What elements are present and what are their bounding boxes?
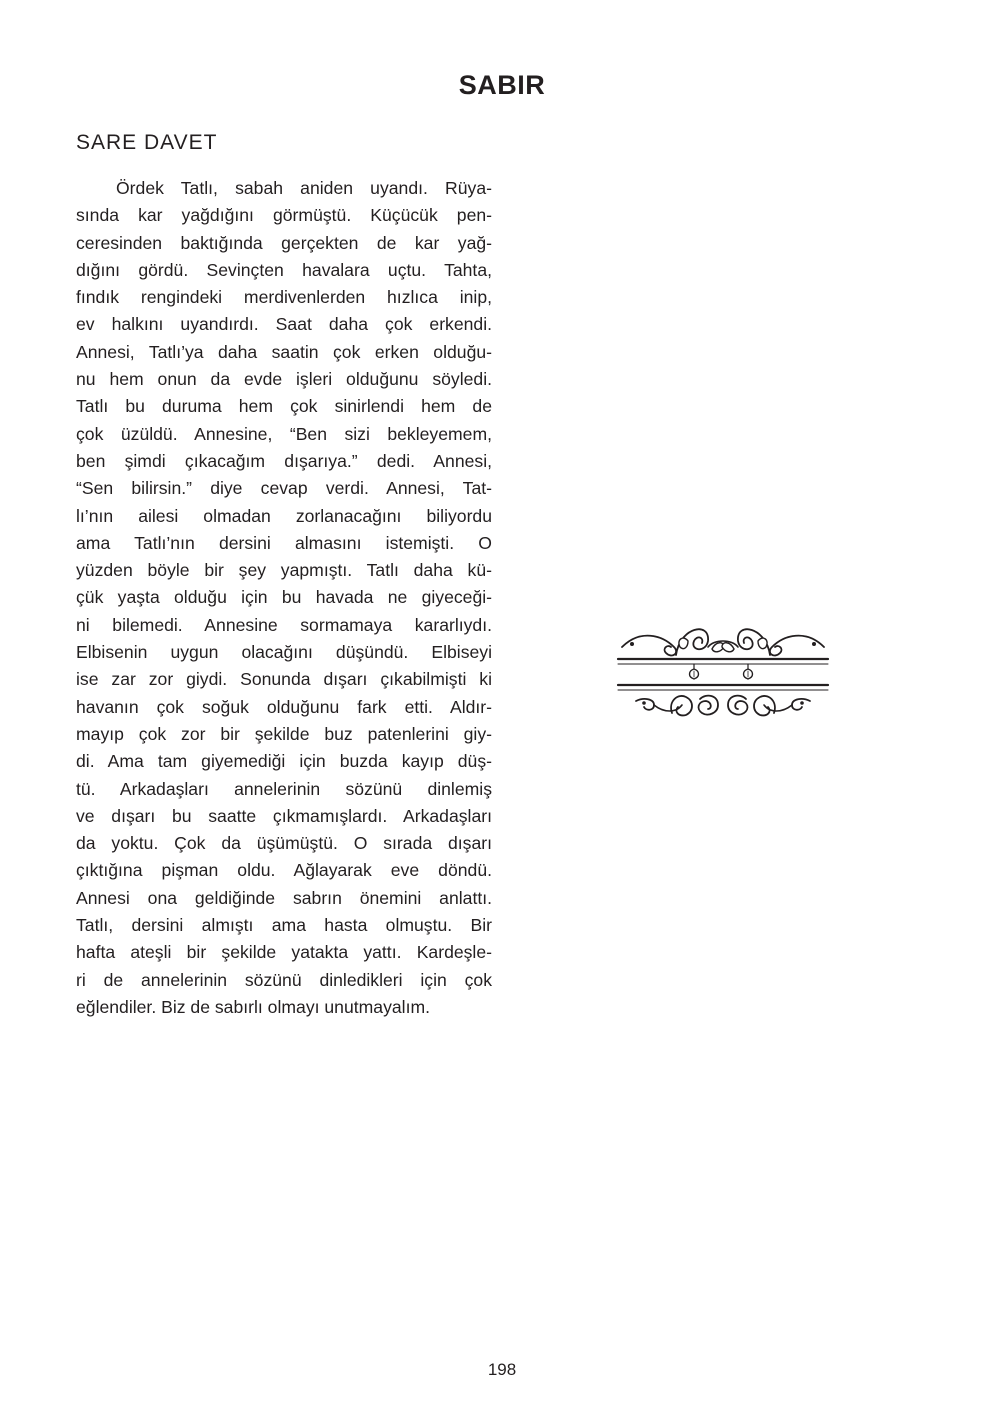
story-line: Tatlı bu duruma hem çok sinirlendi hem de xyxy=(76,396,492,417)
story-line: ri de annelerinin sözünü dinledikleri için çok xyxy=(76,969,492,990)
story-line: nu hem onun da evde işleri olduğunu söyledi. xyxy=(76,369,492,390)
story-line: da yoktu. Çok da üşümüştü. O sırada dışarı xyxy=(76,833,492,854)
floral-divider-icon xyxy=(614,617,832,721)
story-line: ceresinden baktığında gerçekten de kar yağ- xyxy=(76,232,492,253)
story-line: mayıp çok zor bir şekilde buz patenlerini giy- xyxy=(76,723,492,744)
story-line: ben şimdi çıkacağım dışarıya.” dedi. Annesi, xyxy=(76,450,492,471)
story-line: Ördek Tatlı, sabah aniden uyandı. Rüya- xyxy=(116,178,492,198)
story-line: ni bilemedi. Annesine sormamaya kararlıydı. xyxy=(76,614,492,635)
story-line: di. Ama tam giyemediği için buzda kayıp düş- xyxy=(76,751,492,772)
story-line: hafta ateşli bir şekilde yatakta yattı. Kardeşle- xyxy=(76,942,492,963)
story-line: ev halkını uyandırdı. Saat daha çok erkendi. xyxy=(76,314,492,335)
story-line: ise zar zor giydi. Sonunda dışarı çıkabilmişti ki xyxy=(76,669,492,690)
story-line: fındık rengindeki merdivenlerden hızlıca inip, xyxy=(76,287,492,308)
story-text xyxy=(76,175,492,1021)
story-line: Tatlı, dersini almıştı ama hasta olmuştu. Bir xyxy=(76,915,492,936)
story-line: çıktığına pişman oldu. Ağlayarak eve döndü. xyxy=(76,860,492,881)
story-line: Annesi ona geldiğinde sabrın önemini anlattı. xyxy=(76,887,492,908)
story-line: tü. Arkadaşları annelerinin sözünü dinlemiş xyxy=(76,778,492,799)
story-line: yüzden böyle bir şey yapmıştı. Tatlı daha kü- xyxy=(76,560,492,581)
story-line: ama Tatlı’nın dersini almasını istemişti. O xyxy=(76,532,492,553)
story-line: eğlendiler. Biz de sabırlı olmayı unutmayalım. xyxy=(76,996,430,1017)
story-line: Annesi, Tatlı’ya daha saatin çok erken olduğu- xyxy=(76,341,492,362)
story-line: ve dışarı bu saatte çıkmamışlardı. Arkadaşları xyxy=(76,805,492,826)
story-line: çük yaşta olduğu için bu havada ne giyeceği- xyxy=(76,587,492,608)
page-title: SABIR xyxy=(458,70,546,100)
page-number: 198 xyxy=(487,1360,517,1379)
author-name: SARE DAVET xyxy=(76,131,218,154)
story-line: lı’nın ailesi olmadan zorlanacağını biliyordu xyxy=(76,505,492,526)
story-line: havanın çok soğuk olduğunu fark etti. Aldır- xyxy=(76,696,492,717)
story-line: “Sen bilirsin.” diye cevap verdi. Annesi, Tat- xyxy=(76,478,492,499)
story-line: dığını gördü. Sevinçten havalara uçtu. Tahta, xyxy=(76,259,492,280)
story-line: çok üzüldü. Annesine, “Ben sizi bekleyemem, xyxy=(76,423,492,444)
story-line: Elbisenin uygun olacağını düşündü. Elbiseyi xyxy=(76,642,492,663)
story-line: sında kar yağdığını görmüştü. Küçücük pen- xyxy=(76,205,492,226)
